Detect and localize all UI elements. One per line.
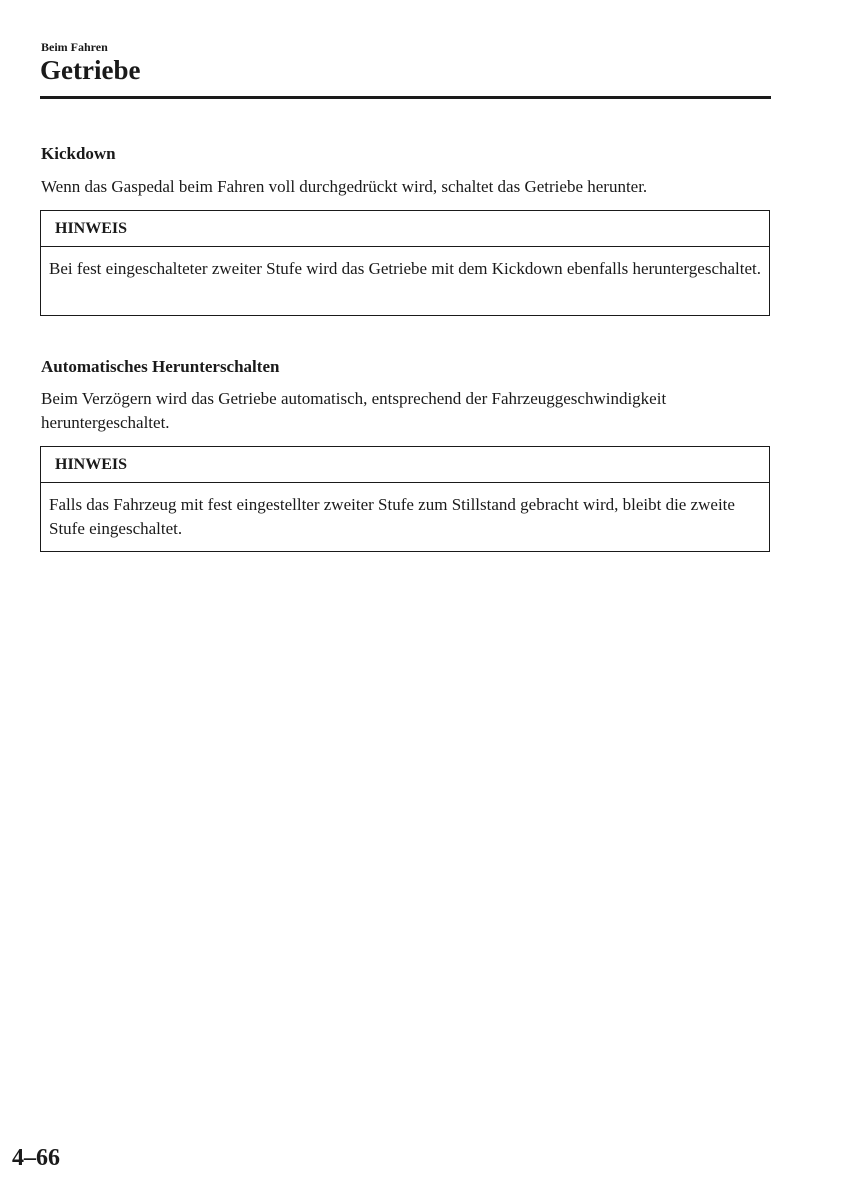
note-box-kickdown xyxy=(40,210,770,316)
note-label: HINWEIS xyxy=(41,211,769,247)
title-divider xyxy=(40,96,771,99)
section-heading-kickdown: Kickdown xyxy=(41,144,116,163)
note-text: Bei fest eingeschalteter zweiter Stufe wird das Getriebe mit dem Kickdown ebenfalls heruntergeschaltet. xyxy=(49,259,762,278)
section-text-automatic-downshift: Beim Verzögern wird das Getriebe automatisch, entsprechend der Fahrzeuggeschwindigkeit heruntergeschaltet. xyxy=(41,389,667,432)
note-box-automatic-downshift xyxy=(40,446,770,552)
page-title: Getriebe xyxy=(40,55,141,85)
page-number: 4–66 xyxy=(12,1145,60,1171)
note-text: Falls das Fahrzeug mit fest eingestellter zweiter Stufe zum Stillstand gebracht wird, bleibt die zweite Stufe eingeschaltet. xyxy=(49,495,735,538)
section-text-kickdown: Wenn das Gaspedal beim Fahren voll durchgedrückt wird, schaltet das Getriebe herunter. xyxy=(41,177,648,196)
chapter-label: Beim Fahren xyxy=(41,40,108,54)
note-label: HINWEIS xyxy=(41,447,769,483)
section-heading-automatic-downshift: Automatisches Herunterschalten xyxy=(41,357,280,376)
